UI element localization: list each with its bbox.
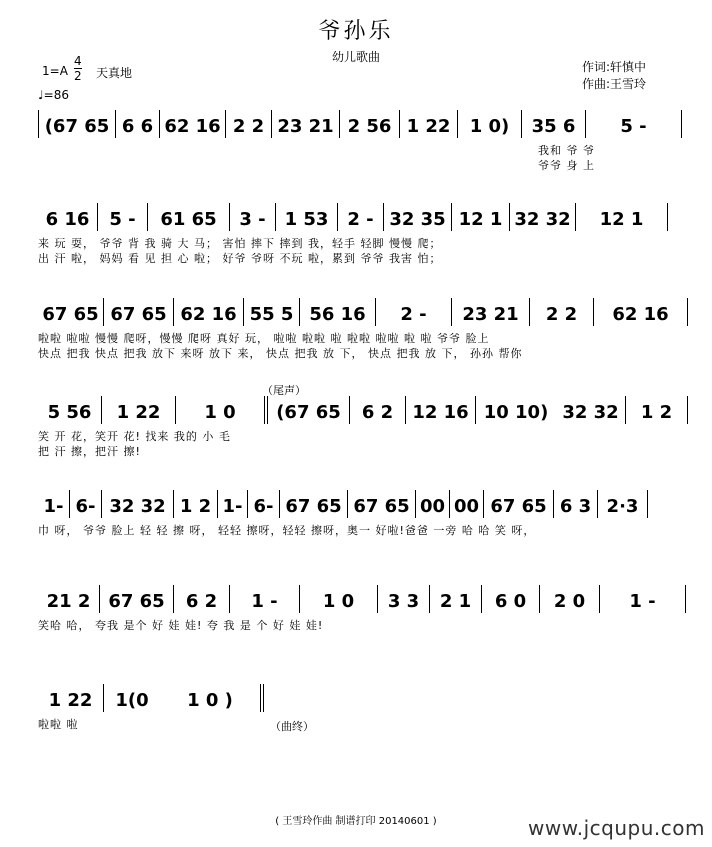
measure: 1(0 xyxy=(115,690,149,711)
composer-credit: 作曲:王雪玲 xyxy=(582,77,647,91)
lyric-line-2: 快点 把我 快点 把我 放下 来呀 放下 来， 快点 把我 放 下， 快点 把我 放 下， 孙孙 帮你 xyxy=(38,347,523,360)
measure: 6- xyxy=(70,490,102,518)
measure: 35 6 xyxy=(522,110,586,138)
lyric-line-2: 出 汗 啦， 妈妈 看 见 担 心 啦； 好爷 爷呀 不玩 啦，累到 爷爷 我害 怕； xyxy=(38,252,442,265)
measure: 1 0 xyxy=(176,396,268,424)
measure: 32 32 xyxy=(102,490,174,518)
measure: 10 10) xyxy=(483,402,549,423)
measure: 1 22 xyxy=(38,684,104,712)
measure: 21 2 xyxy=(38,585,100,613)
measure-line xyxy=(38,298,688,326)
measure: 1 2 xyxy=(626,396,688,424)
measure: 67 65 xyxy=(104,298,174,326)
measure: 2 - xyxy=(376,298,452,326)
measure: 2 2 xyxy=(530,298,594,326)
measure: 3 3 xyxy=(378,585,430,613)
measure-line xyxy=(38,585,688,613)
measure: 1 2 xyxy=(174,490,218,518)
measure: 23 21 xyxy=(272,110,340,138)
time-signature xyxy=(74,54,82,83)
measure: 67 65 xyxy=(484,490,554,518)
song-title: 爷孙乐 xyxy=(318,19,394,44)
measure: 6 0 xyxy=(482,585,540,613)
lyric-line-1: 来 玩 耍， 爷爷 背 我 骑 大 马； 害怕 摔下 摔到 我，轻手 轻脚 慢慢 爬； xyxy=(38,237,442,250)
measure: 55 5 xyxy=(244,298,300,326)
lyric-line-2: 爷爷 身 上 xyxy=(538,159,595,172)
measure: 6 16 xyxy=(38,203,98,231)
measure: 62 16 xyxy=(594,298,688,326)
performance-style: 天真地 xyxy=(96,66,133,80)
measure: 6 6 xyxy=(116,110,160,138)
lyricist-credit: 作词:轩慎中 xyxy=(582,60,647,74)
measure: 1 22 xyxy=(400,110,458,138)
measure: 62 16 xyxy=(160,110,226,138)
measure: 2·3 xyxy=(598,490,648,518)
song-subtitle: 幼儿歌曲 xyxy=(331,50,380,64)
measure-line xyxy=(38,490,688,518)
coda-marker: （尾声） xyxy=(262,384,306,397)
measure: 67 65 xyxy=(348,490,416,518)
end-marker: （曲终） xyxy=(270,720,314,733)
measure: 2 2 xyxy=(226,110,272,138)
measure: 1 53 xyxy=(276,203,338,231)
measure: 6 3 xyxy=(554,490,598,518)
lyric-line-1: 笑哈 哈， 夸我 是个 好 娃 娃! 夸 我 是 个 好 娃 娃! xyxy=(38,619,324,632)
measure: 5 56 xyxy=(38,396,102,424)
measure: 5 - xyxy=(98,203,148,231)
measure: 12 1 xyxy=(576,203,668,231)
measure: 2 56 xyxy=(340,110,400,138)
measure: 62 16 xyxy=(174,298,244,326)
measure: 67 65 xyxy=(280,490,348,518)
measure: 56 16 xyxy=(300,298,376,326)
measure: 2 - xyxy=(338,203,384,231)
measure-line xyxy=(38,203,688,231)
measure-line xyxy=(38,684,688,712)
site-watermark: www.jcqupu.com xyxy=(528,816,705,840)
measure: 1 - xyxy=(230,585,300,613)
lyric-line-2: 把 汗 擦，把汗 擦! xyxy=(38,445,141,458)
measure: 3 - xyxy=(230,203,276,231)
measure: 2 1 xyxy=(430,585,482,613)
measure: 00 xyxy=(450,490,484,518)
measure: 12 16 xyxy=(406,396,476,424)
lyric-line-1: 啦啦 啦 xyxy=(38,718,79,731)
key-signature: 1=A xyxy=(42,64,68,78)
measure: 6 2 xyxy=(350,396,406,424)
measure: 1 - xyxy=(600,585,686,613)
lyric-line-1: 啦啦 啦啦 慢慢 爬呀，慢慢 爬呀 真好 玩， 啦啦 啦啦 啦 啦啦 啦啦 啦 啦 爷爷 脸上 xyxy=(38,332,490,345)
measure: 1- xyxy=(38,490,70,518)
measure: 67 65 xyxy=(100,585,174,613)
measure-line xyxy=(38,396,688,424)
measure: 12 1 xyxy=(452,203,510,231)
lyric-line-1: 笑 开 花，笑开 花! 找来 我的 小 毛 xyxy=(38,430,231,443)
time-sig-top: 4 xyxy=(74,54,82,68)
measure: 1 22 xyxy=(102,396,176,424)
measure: 1 0) xyxy=(458,110,522,138)
lyric-line-1: 我和 爷 爷 xyxy=(538,144,595,157)
measure-line xyxy=(38,110,688,138)
measure: (67 65 xyxy=(268,396,350,424)
measure: 1 0 ) xyxy=(160,684,264,712)
measure: 1- xyxy=(218,490,248,518)
measure: 1 0 xyxy=(300,585,378,613)
measure: 23 21 xyxy=(452,298,530,326)
measure: 2 0 xyxy=(540,585,600,613)
measure: 67 65 xyxy=(38,298,104,326)
measure: 61 65 xyxy=(148,203,230,231)
measure: 32 35 xyxy=(384,203,452,231)
measure: 6 2 xyxy=(174,585,230,613)
footer-credit: ( 王雪玲作曲 制谱打印 20140601 ) xyxy=(275,816,437,827)
measure: 5 - xyxy=(586,110,682,138)
lyric-line-1: 巾 呀， 爷爷 脸上 轻 轻 擦 呀， 轻轻 擦呀，轻轻 擦呀，奥一 好啦!爸爸 一旁 哈 哈 笑 呀， xyxy=(38,524,536,537)
measure: 32 32 xyxy=(510,203,576,231)
measure: (67 65 xyxy=(38,110,116,138)
measure: 00 xyxy=(416,490,450,518)
time-sig-bottom: 2 xyxy=(74,69,82,83)
measure: 6- xyxy=(248,490,280,518)
measure: 32 32 xyxy=(556,396,626,424)
tempo-marking: ♩=86 xyxy=(38,88,69,102)
